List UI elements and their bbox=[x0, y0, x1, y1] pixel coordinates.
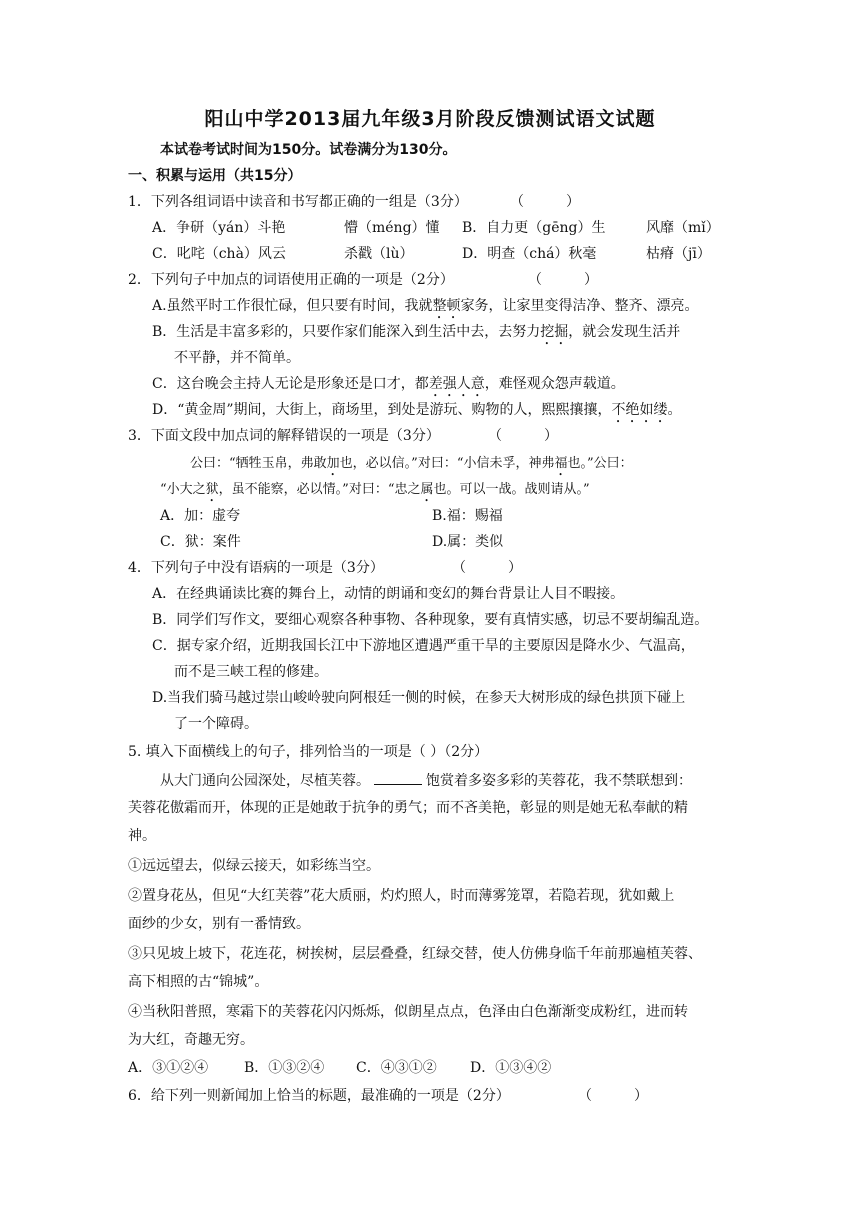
q3-passage-line-2: “小大之狱，虽不能察，必以情。”对曰：“忠之属也。可以一战。战则请从。” bbox=[160, 482, 590, 497]
q5-sentence-2: ②置身花丛，但见“大红芙蓉”花大质丽，灼灼照人，时而薄雾笼罩，若隐若现，犹如戴上 bbox=[128, 888, 675, 904]
q3-passage-line-1: 公曰：“牺牲玉帛，弗敢加也，必以信。”对曰：“小信未孚，神弗福也。”公曰： bbox=[190, 456, 633, 471]
dotted-word: 整顿 bbox=[432, 298, 461, 314]
section-heading: 一、积累与运用（共15分） bbox=[128, 168, 302, 184]
q4-option-d: D.当我们骑马越过崇山峻岭驶向阿根廷一侧的时候，在参天大树形成的绿色拱顶下碰上 bbox=[152, 690, 686, 706]
question-5-stem: 5. 填入下面横线上的句子，排列恰当的一项是（ ）（2分） bbox=[128, 744, 489, 760]
q4-option-b: B．同学们写作文，要细心观察各种事物、各种现象，要有真情实感，切忌不要胡编乱造。 bbox=[152, 612, 709, 628]
q4-option-a: A．在经典诵读比赛的舞台上，动情的朗诵和变幻的舞台背景让人目不暇接。 bbox=[152, 586, 625, 602]
q5-passage-line-1: 从大门通向公园深处，尽植芙蓉。 饱赏着多姿多彩的芙蓉花，我不禁联想到： bbox=[160, 770, 692, 791]
q5-sentence-3-cont: 高下相照的古“锦城”。 bbox=[128, 974, 269, 990]
q2-option-d: D．“黄金周”期间，大街上，商场里，到处是游玩、购物的人，熙熙攘攘，不绝如缕。 bbox=[152, 402, 682, 418]
q5-sentence-4-cont: 为大红，奇趣无穷。 bbox=[128, 1032, 254, 1048]
q3-option-a: A．加：虚夸 bbox=[160, 508, 241, 524]
q5-option-a: A．③①②④ bbox=[128, 1060, 209, 1076]
q1-option-b: B．自力更（gēng）生 bbox=[462, 220, 606, 236]
exam-title: 阳山中学2013届九年级3月阶段反馈测试语文试题 bbox=[204, 108, 656, 130]
dotted-word: 属 bbox=[420, 482, 434, 497]
question-3-stem: 3．下面文段中加点词的解释错误的一项是（3分） bbox=[128, 428, 440, 444]
question-6-stem: 6．给下列一则新闻加上恰当的标题，最准确的一项是（2分） bbox=[128, 1088, 510, 1104]
question-4-stem: 4．下列句子中没有语病的一项是（3分） bbox=[128, 560, 384, 576]
q4-option-c-cont: 而不是三峡工程的修建。 bbox=[174, 664, 328, 680]
q1-option-c-part2: 杀戳（lù） bbox=[344, 246, 414, 262]
question-6-answer-blank: （ ） bbox=[578, 1088, 648, 1104]
dotted-word: 差强人意 bbox=[428, 376, 485, 392]
exam-intro: 本试卷考试时间为150分。试卷满分为130分。 bbox=[160, 142, 457, 158]
dotted-word: 不绝如缕 bbox=[611, 402, 668, 418]
dotted-word: 福 bbox=[554, 456, 568, 471]
q2-option-b-cont: 不平静，并不简单。 bbox=[174, 350, 300, 366]
dotted-word: 狱 bbox=[205, 482, 219, 497]
q5-option-c: C．④③①② bbox=[356, 1060, 437, 1076]
q5-passage-line-2: 芙蓉花傲霜而开，体现的正是她敢于抗争的勇气；而不吝美艳，彰显的则是她无私奉献的精 bbox=[128, 800, 688, 816]
q2-option-c: C．这台晚会主持人无论是形象还是口才，都差强人意，难怪观众怨声载道。 bbox=[152, 376, 625, 392]
q1-option-c: C．叱咤（chà）风云 bbox=[152, 246, 286, 262]
q5-passage-line-3: 神。 bbox=[128, 828, 156, 844]
q1-option-d: D．明查（chá）秋毫 bbox=[462, 246, 597, 262]
q3-option-d: D.属：类似 bbox=[432, 534, 504, 550]
q3-option-b: B.福：赐福 bbox=[432, 508, 503, 524]
q2-option-a: A.虽然平时工作很忙碌，但只要有时间，我就整顿家务，让家里变得洁净、整齐、漂亮。 bbox=[152, 298, 699, 314]
q4-option-c: C．据专家介绍，近期我国长江中下游地区遭遇严重干旱的主要原因是降水少、气温高， bbox=[152, 638, 695, 654]
question-3-answer-blank: （ ） bbox=[488, 428, 558, 444]
dotted-word: 加 bbox=[326, 456, 340, 471]
q5-sentence-2-cont: 面纱的少女，别有一番情致。 bbox=[128, 916, 310, 932]
q1-option-b-part2: 风靡（mǐ） bbox=[646, 220, 720, 236]
q5-sentence-3: ③只见坡上坡下，花连花，树挨树，层层叠叠，红绿交替，使人仿佛身临千年前那遍植芙蓉、 bbox=[128, 946, 702, 962]
q1-option-a: A．争研（yán）斗艳 bbox=[152, 220, 286, 236]
dotted-word: 挖掘 bbox=[540, 324, 569, 340]
q1-option-a-part2: 懵（méng）懂 bbox=[344, 220, 440, 236]
q2-option-b: B．生活是丰富多彩的，只要作家们能深入到生活中去，去努力挖掘，就会发现生活并 bbox=[152, 324, 681, 340]
question-1-stem: 1．下列各组词语中读音和书写都正确的一组是（3分） bbox=[128, 194, 468, 210]
q5-option-b: B．①③②④ bbox=[244, 1060, 325, 1076]
q4-option-d-cont: 了一个障碍。 bbox=[174, 716, 258, 732]
question-1-answer-blank: （ ） bbox=[510, 194, 580, 210]
q3-option-c: C．狱：案件 bbox=[160, 534, 241, 550]
q5-sentence-1: ①远远望去，似绿云接天，如彩练当空。 bbox=[128, 858, 380, 874]
question-4-answer-blank: （ ） bbox=[452, 560, 522, 576]
q5-option-d: D．①③④② bbox=[470, 1060, 552, 1076]
q5-sentence-4: ④当秋阳普照，寒霜下的芙蓉花闪闪烁烁，似朗星点点，色泽由白色渐渐变成粉红，进而转 bbox=[128, 1004, 688, 1020]
q1-option-d-part2: 枯瘠（jī） bbox=[646, 246, 711, 262]
fill-in-blank bbox=[374, 770, 422, 785]
question-2-answer-blank: （ ） bbox=[528, 272, 598, 288]
question-2-stem: 2．下列句子中加点的词语使用正确的一项是（2分） bbox=[128, 272, 454, 288]
